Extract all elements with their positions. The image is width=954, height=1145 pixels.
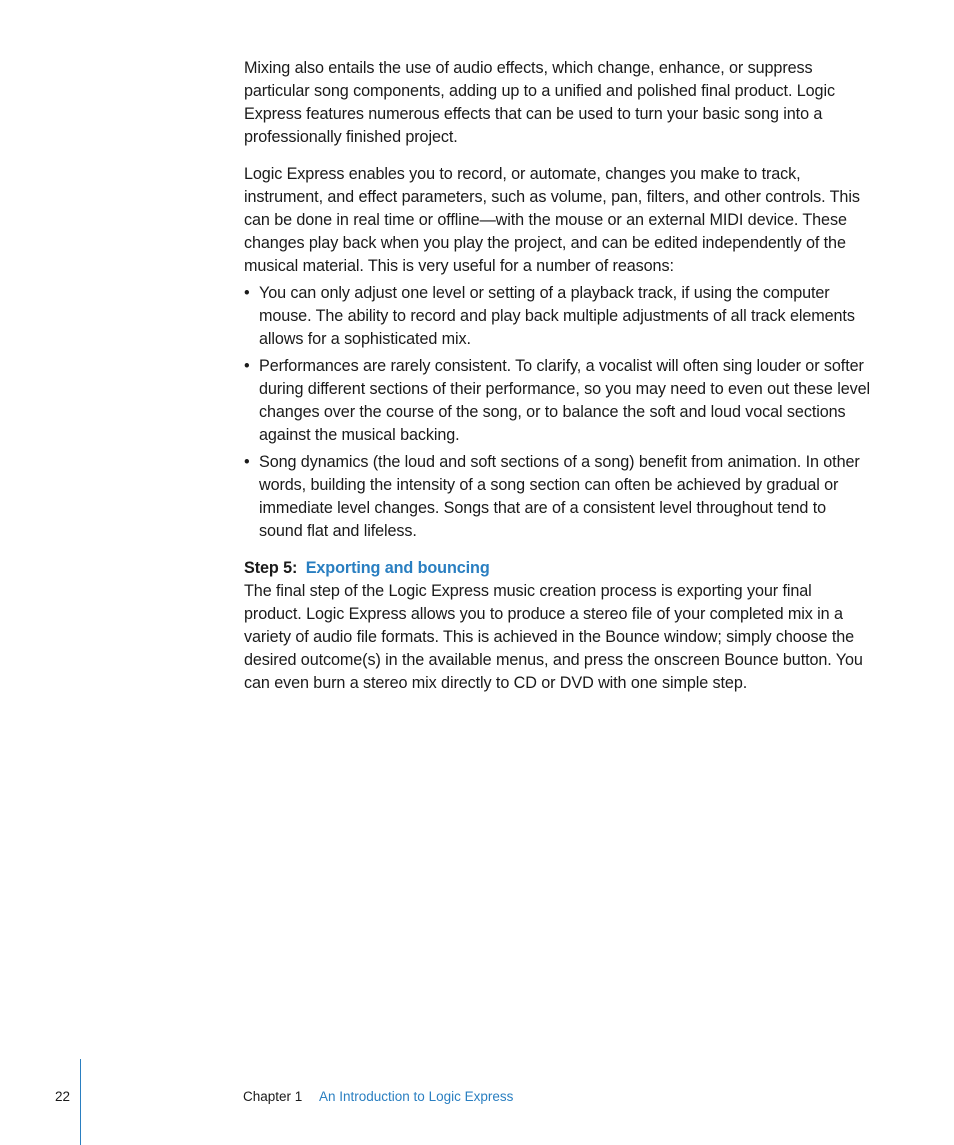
- step-heading: [244, 557, 872, 580]
- page-number: 22: [55, 1089, 71, 1104]
- list-item: [244, 355, 872, 447]
- step-title-link[interactable]: Exporting and bouncing: [305, 559, 490, 577]
- list-item-text: Song dynamics (the loud and soft sections of a song) benefit from animation. In other words, building the intensity of a song section can often be achieved by gradual or immediate level changes. Songs that are of a consistent level throughout tend to sound flat and lifeless.: [259, 453, 860, 540]
- step-label: Step 5:: [244, 559, 298, 577]
- bullet-icon: •: [244, 284, 250, 302]
- list-item-text: You can only adjust one level or setting of a playback track, if using the computer mouse. The ability to record and play back multiple adjustments of all track elements allows for a sophisticated mix.: [259, 284, 855, 348]
- bullet-icon: •: [244, 357, 250, 375]
- bullet-icon: •: [244, 453, 250, 471]
- paragraph-audio-effects: Mixing also entails the use of audio effects, which change, enhance, or suppress particular song components, adding up to a unified and polished final product. Logic Express features numerous effects that can be used to turn your basic song into a professionally finished project.: [244, 59, 835, 146]
- step-description: The final step of the Logic Express music creation process is exporting your final product. Logic Express allows you to produce a stereo file of your completed mix in a variety of audio file formats. This is achieved in the Bounce window; simply choose the desired outcome(s) in the available menus, and press the onscreen Bounce button. You can even burn a stereo mix directly to CD or DVD with one simple step.: [244, 582, 863, 692]
- reasons-list: [244, 282, 872, 543]
- list-item: [244, 282, 872, 351]
- chapter-title-link[interactable]: An Introduction to Logic Express: [319, 1089, 514, 1104]
- list-item-text: Performances are rarely consistent. To clarify, a vocalist will often sing louder or softer during different sections of their performance, so you may need to even out these level changes over the course of the song, or to balance the soft and loud vocal sections against the musical backing.: [259, 357, 870, 444]
- footer-divider: [80, 1059, 81, 1145]
- page-content: [244, 57, 872, 695]
- page-footer: [0, 1087, 954, 1117]
- list-item: [244, 451, 872, 543]
- paragraph-automation: Logic Express enables you to record, or automate, changes you make to track, instrument, and effect parameters, such as volume, pan, filters, and other controls. This can be done in real time or offline—with the mouse or an external MIDI device. These changes play back when you play the project, and can be edited independently of the musical material. This is very useful for a number of reasons:: [244, 165, 860, 275]
- chapter-label: Chapter 1: [243, 1089, 303, 1104]
